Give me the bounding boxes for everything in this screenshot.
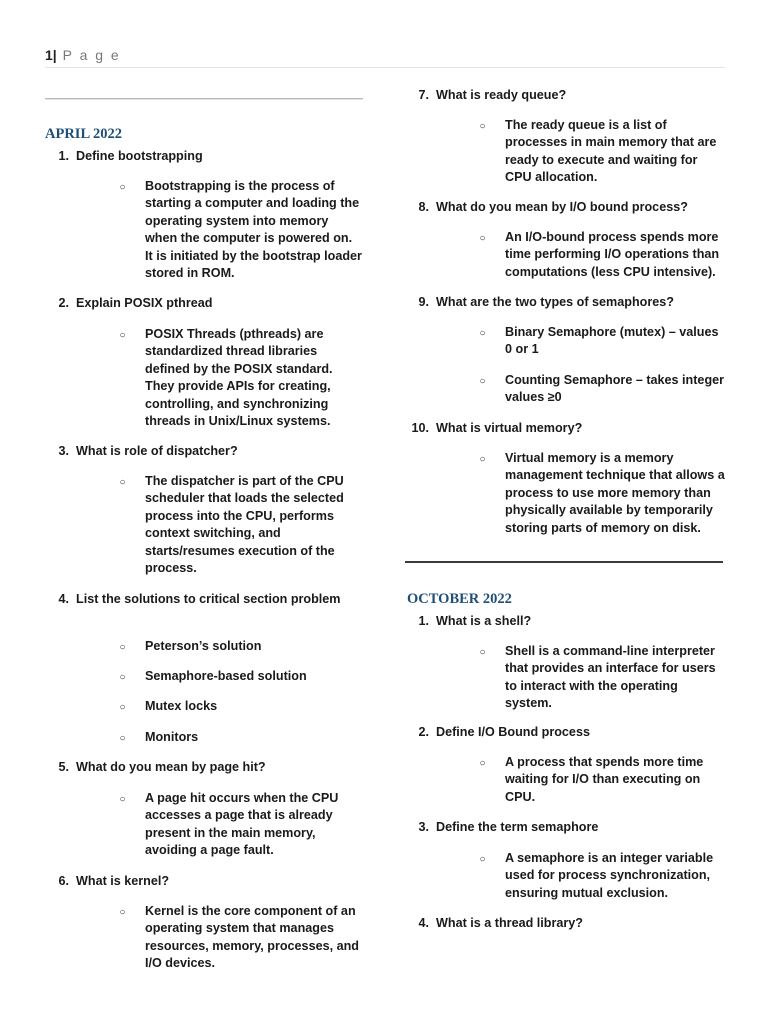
bullet-circle-icon: ○ <box>479 376 486 387</box>
question-text: What do you mean by page hit? <box>76 760 266 774</box>
bullet-circle-icon: ○ <box>119 733 126 744</box>
answer-text: The ready queue is a list of processes in main memory that are ready to execute and waiting for CPU allocation. <box>505 118 717 185</box>
answer-text: The dispatcher is part of the CPU scheduler that loads the selected process into the CPU, performs context switching, and starts/resumes execution of the process. <box>145 474 344 576</box>
answer-item <box>460 450 725 537</box>
question-number: 10. <box>411 421 429 435</box>
question-number: 1. <box>418 614 429 628</box>
answer-text: Mutex locks <box>145 699 218 713</box>
page-number: 1 <box>45 47 53 63</box>
question-item <box>405 819 725 836</box>
bullet-circle-icon: ○ <box>479 758 486 769</box>
question-number: 8. <box>418 200 429 214</box>
question-item <box>405 724 725 741</box>
question-item <box>45 443 363 460</box>
question-text: What is a shell? <box>436 614 532 628</box>
question-number: 3. <box>58 444 69 458</box>
question-item <box>405 613 725 630</box>
question-number: 9. <box>418 295 429 309</box>
question-number: 4. <box>418 916 429 930</box>
section-title-october-2022: OCTOBER 2022 <box>407 591 512 607</box>
page-separator: | <box>52 47 57 63</box>
answer-text: POSIX Threads (pthreads) are standardized thread libraries defined by the POSIX standard. They provide APIs for creating, controlling, and synchronizing threads in Unix/Linux systems. <box>145 327 333 429</box>
answer-text: A semaphore is an integer variable used for process synchronization, ensuring mutual exclusion. <box>505 851 714 900</box>
section-divider <box>405 561 723 563</box>
answer-item <box>100 178 363 282</box>
bullet-circle-icon: ○ <box>479 233 486 244</box>
answer-item <box>460 324 725 359</box>
answer-text: A process that spends more time waiting for I/O than executing on CPU. <box>505 755 704 804</box>
question-item <box>45 873 363 890</box>
question-number: 6. <box>58 874 69 888</box>
question-number: 3. <box>418 820 429 834</box>
question-text: Define I/O Bound process <box>436 725 590 739</box>
bullet-circle-icon: ○ <box>119 794 126 805</box>
answer-text: Binary Semaphore (mutex) – values 0 or 1 <box>505 325 719 357</box>
bullet-circle-icon: ○ <box>479 647 486 658</box>
answer-item <box>460 643 725 713</box>
question-text: What is a thread library? <box>436 916 583 930</box>
bullet-circle-icon: ○ <box>119 477 126 488</box>
question-text: Define the term semaphore <box>436 820 599 834</box>
section-title-april-2022: APRIL 2022 <box>45 126 122 142</box>
question-item <box>405 199 725 216</box>
page-header <box>45 47 121 63</box>
bullet-circle-icon: ○ <box>119 702 126 713</box>
question-number: 2. <box>58 296 69 310</box>
answer-item <box>460 372 725 407</box>
answer-item <box>100 638 363 656</box>
answer-text: Virtual memory is a memory management technique that allows a process to use more memory than physically available by temporarily storing parts of memory on disk. <box>505 451 725 535</box>
question-number: 2. <box>418 725 429 739</box>
question-text: What are the two types of semaphores? <box>436 295 674 309</box>
question-text: What is role of dispatcher? <box>76 444 238 458</box>
question-item <box>405 294 725 311</box>
bullet-circle-icon: ○ <box>119 330 126 341</box>
bullet-circle-icon: ○ <box>479 454 486 465</box>
answer-text: Kernel is the core component of an operating system that manages resources, memory, processes, and I/O devices. <box>145 904 359 971</box>
question-text: List the solutions to critical section problem <box>76 592 341 606</box>
bullet-circle-icon: ○ <box>479 121 486 132</box>
answer-text: A page hit occurs when the CPU accesses a page that is already present in the main memory, avoiding a page fault. <box>145 791 339 858</box>
bullet-circle-icon: ○ <box>119 907 126 918</box>
question-item <box>405 420 725 437</box>
bullet-circle-icon: ○ <box>119 642 126 653</box>
answer-text: Peterson’s solution <box>145 639 262 653</box>
bullet-circle-icon: ○ <box>479 328 486 339</box>
question-number: 4. <box>58 592 69 606</box>
bullet-circle-icon: ○ <box>119 182 126 193</box>
answer-item <box>100 698 363 716</box>
question-item <box>405 915 725 932</box>
question-text: What is kernel? <box>76 874 170 888</box>
question-item <box>45 148 363 165</box>
question-number: 5. <box>58 760 69 774</box>
question-text: Explain POSIX pthread <box>76 296 213 310</box>
answer-item <box>460 754 725 806</box>
bullet-circle-icon: ○ <box>119 672 126 683</box>
question-text: What is virtual memory? <box>436 421 583 435</box>
section-divider <box>45 98 363 100</box>
answer-text: Counting Semaphore – takes integer values ≥0 <box>505 373 725 405</box>
answer-item <box>100 668 363 686</box>
question-item <box>45 295 363 312</box>
answer-text: Semaphore-based solution <box>145 669 307 683</box>
answer-text: Monitors <box>145 730 199 744</box>
answer-text: An I/O-bound process spends more time performing I/O operations than computations (less CPU intensive). <box>505 230 720 279</box>
answer-item <box>460 229 725 281</box>
answer-text: Shell is a command-line interpreter that provides an interface for users to interact with the operating system. <box>505 644 716 711</box>
answer-item <box>100 729 363 747</box>
question-number: 7. <box>418 88 429 102</box>
page-label: P a g e <box>62 47 121 63</box>
answer-item <box>100 903 363 973</box>
question-item <box>45 759 363 776</box>
header-divider <box>45 67 725 68</box>
answer-item <box>460 117 725 187</box>
answer-text: Bootstrapping is the process of starting a computer and loading the operating system into memory when the computer is powered on. It is initiated by the bootstrap loader stored in ROM. <box>145 179 362 281</box>
answer-item <box>100 326 363 430</box>
question-number: 1. <box>58 149 69 163</box>
question-item <box>405 87 725 104</box>
question-item <box>45 591 363 608</box>
question-text: Define bootstrapping <box>76 149 203 163</box>
bullet-circle-icon: ○ <box>479 854 486 865</box>
question-text: What do you mean by I/O bound process? <box>436 200 688 214</box>
answer-item <box>460 850 725 902</box>
question-text: What is ready queue? <box>436 88 567 102</box>
answer-item <box>100 790 363 860</box>
answer-item <box>100 473 363 577</box>
